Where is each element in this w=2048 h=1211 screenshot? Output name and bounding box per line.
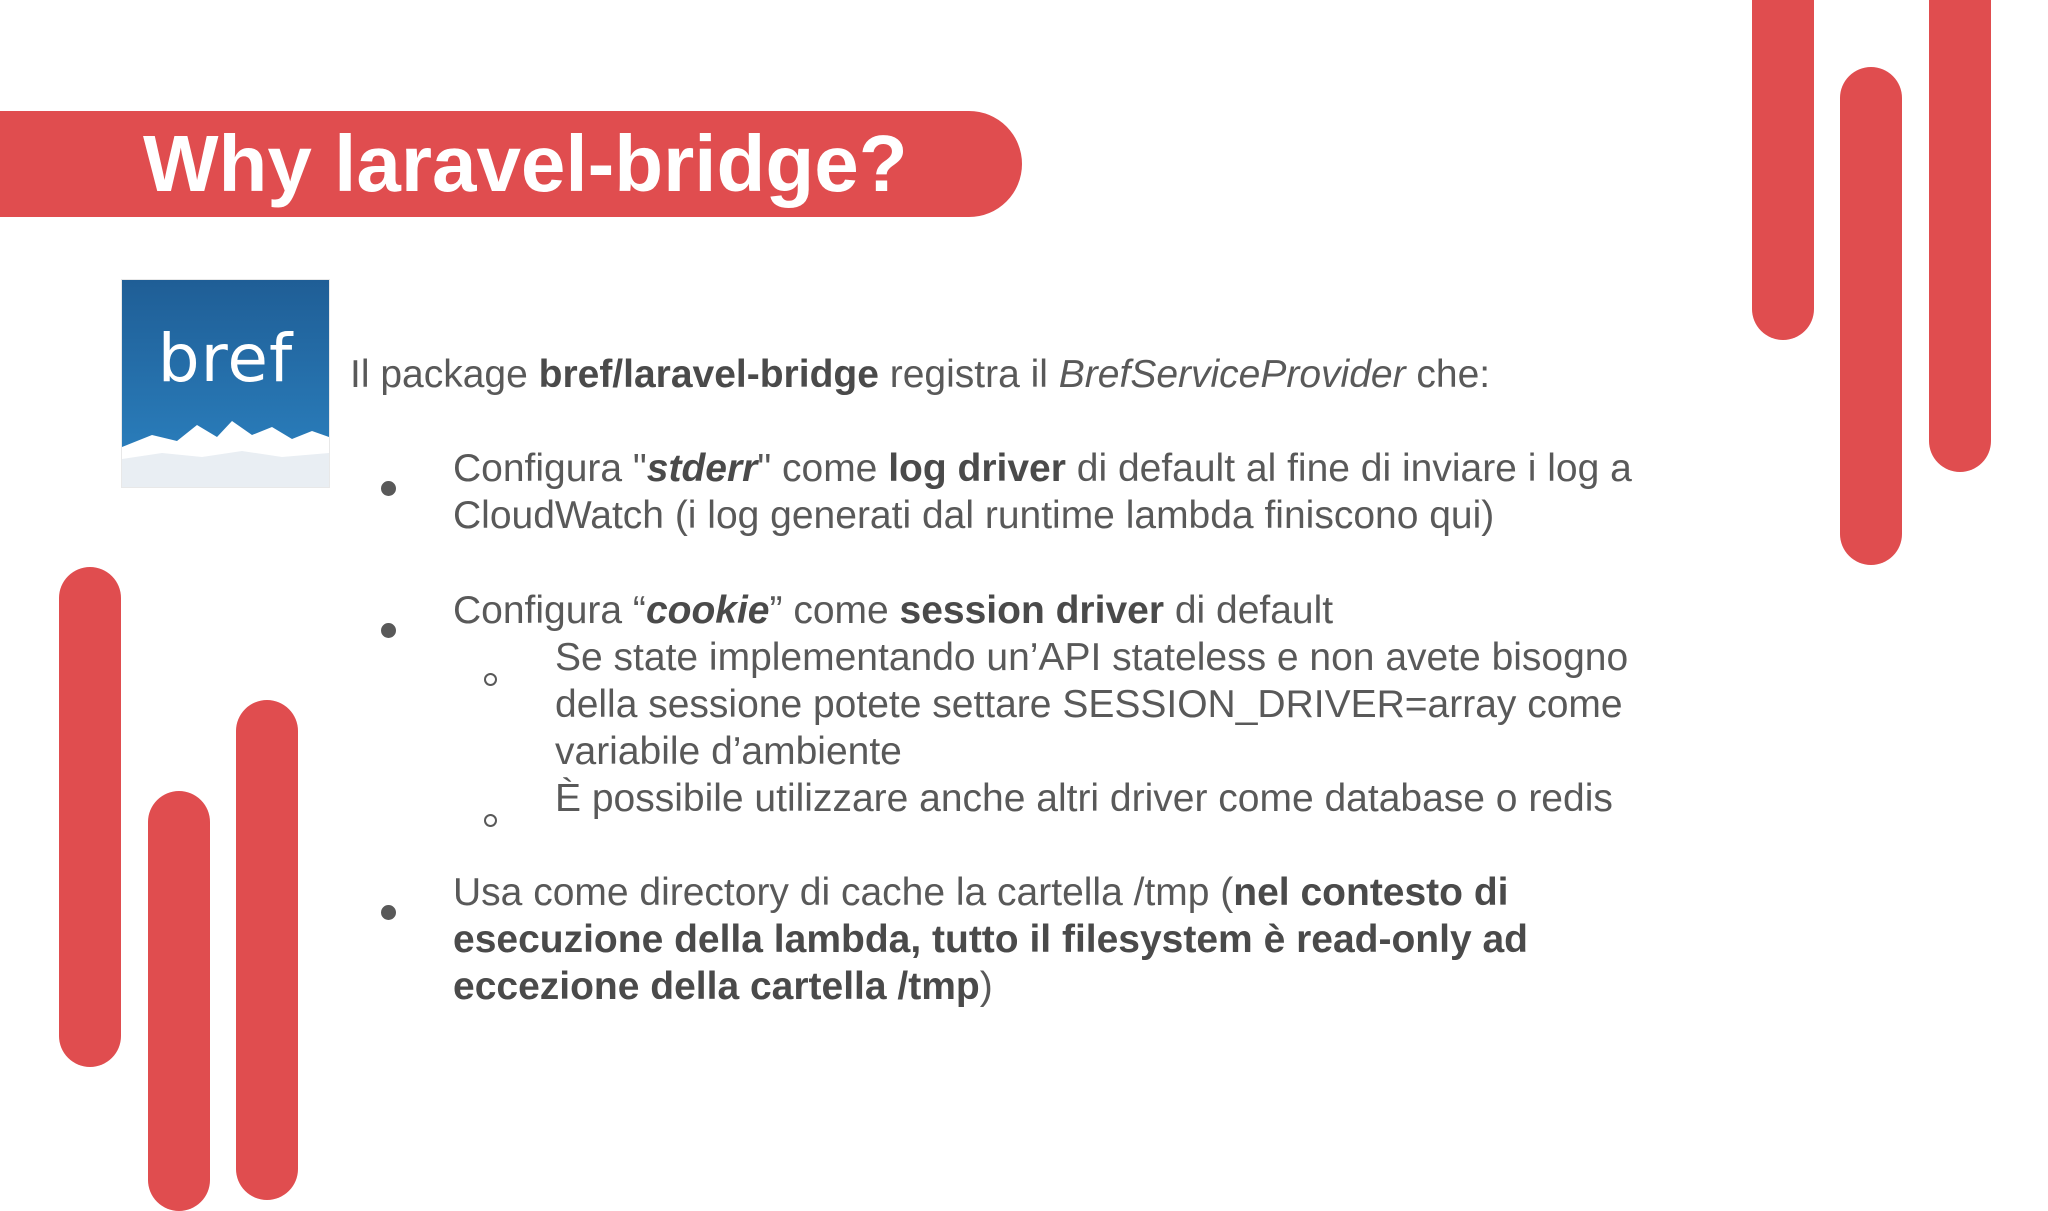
bullet-1-seg-d: log driver — [888, 447, 1066, 490]
bullet-2-seg-c: ” come — [769, 589, 900, 632]
bullet-2-seg-e: di default — [1164, 589, 1334, 632]
bullet-1-text — [453, 445, 1753, 539]
slide-title: Why laravel-bridge? — [143, 119, 908, 208]
sub-bullet-2-text — [555, 775, 1755, 822]
sub-bullet-1-line-2: della sessione potete settare SESSION_DRIVER=array come — [555, 683, 1623, 726]
bullet-3-text — [453, 869, 1753, 1010]
sub-bullet-1-line-1: Se state implementando un’API stateless e non avete bisogno — [555, 636, 1629, 679]
bullet-3-line-3 — [453, 963, 1753, 1010]
bullet-2-seg-d: session driver — [899, 589, 1164, 632]
bullet-1-seg-a: Configura " — [453, 447, 647, 490]
bullet-3-seg-e: ) — [979, 965, 993, 1008]
bullet-1-seg-c: " come — [757, 447, 889, 490]
intro-line — [350, 351, 1750, 398]
intro-package: bref/laravel-bridge — [538, 353, 879, 396]
bullet-2-seg-a: Configura “ — [453, 589, 646, 632]
bref-logo — [121, 279, 330, 488]
intro-suffix: che: — [1405, 353, 1491, 396]
bullet-3-line-2 — [453, 916, 1753, 963]
sub-bullet-2-marker — [484, 791, 497, 838]
bullet-2-seg-b: cookie — [645, 589, 770, 632]
bullet-2-text — [453, 587, 1753, 634]
bullet-3-line-1 — [453, 869, 1753, 916]
bullet-1-line-2: CloudWatch (i log generati dal runtime lambda finiscono qui) — [453, 494, 1495, 537]
bullet-2-line-1 — [453, 587, 1753, 634]
sub-bullet-1-text — [555, 634, 1755, 775]
sub-bullet-2-line-1: È possibile utilizzare anche altri driver come database o redis — [555, 777, 1613, 820]
decor-bar-right-1 — [1752, 0, 1814, 340]
decor-bar-left-1 — [59, 567, 121, 1067]
mountain-icon — [122, 407, 329, 487]
decor-bar-right-2 — [1840, 67, 1902, 565]
bullet-3-seg-d: eccezione della cartella /tmp — [453, 965, 980, 1008]
decor-bar-left-2 — [148, 791, 210, 1211]
bref-logo-text: bref — [157, 320, 294, 397]
bullet-1-seg-e: di default al fine di inviare i log a — [1065, 447, 1632, 490]
bullet-3-seg-a: Usa come directory di cache la cartella /tmp ( — [453, 871, 1234, 914]
bullet-3-seg-b: nel contesto di — [1233, 871, 1509, 914]
bullet-3-seg-c: esecuzione della lambda, tutto il filesystem è read-only ad — [453, 918, 1528, 961]
intro-prefix: Il package — [350, 353, 539, 396]
sub-bullet-1-marker — [484, 650, 497, 697]
bullet-3-marker — [381, 884, 396, 931]
decor-bar-left-3 — [236, 700, 298, 1200]
decor-bar-right-3 — [1929, 0, 1991, 472]
intro-middle: registra il — [878, 353, 1059, 396]
bullet-2-marker — [381, 602, 396, 649]
intro-provider: BrefServiceProvider — [1058, 353, 1406, 396]
sub-bullet-1-line-3: variabile d’ambiente — [555, 730, 902, 773]
bullet-1-marker — [381, 460, 396, 507]
bullet-1-line-1 — [453, 445, 1753, 492]
bullet-1-seg-b: stderr — [646, 447, 758, 490]
